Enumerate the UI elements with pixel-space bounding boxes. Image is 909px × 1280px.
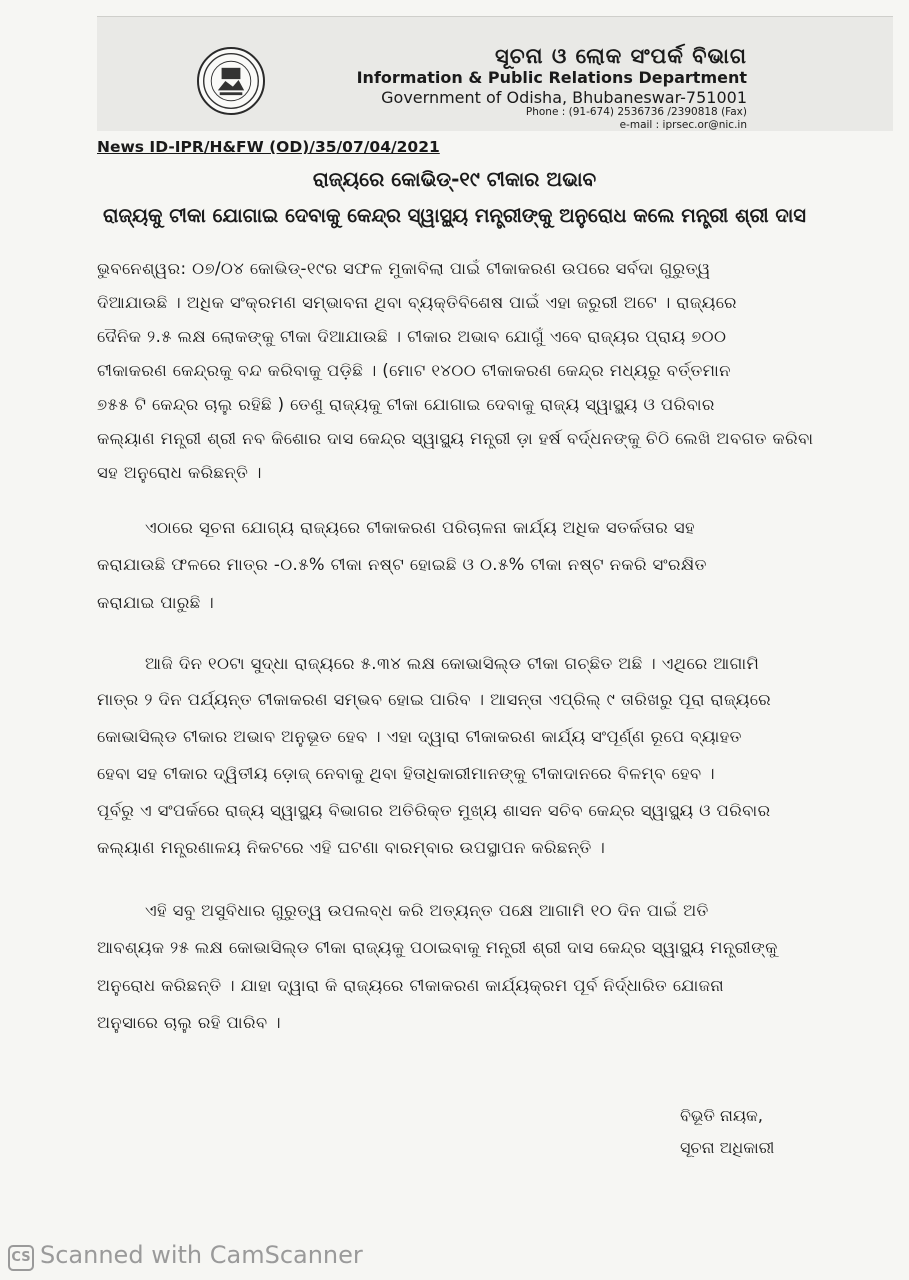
- odisha-emblem-icon: [197, 47, 265, 115]
- camscanner-watermark: [8, 1241, 363, 1271]
- camscanner-logo-icon: CS: [8, 1245, 34, 1271]
- paragraph-2-line: କରାଯାଇ ପାରୁଛି ।: [97, 593, 215, 612]
- subheadline: ରାଜ୍ୟକୁ ଟୀକା ଯୋଗାଇ ଦେବାକୁ କେନ୍ଦ୍ର ସ୍ୱାସ୍ଥ୍ୟ ମନ୍ତ୍ରୀଙ୍କୁ ଅନୁରୋଧ କଲେ ମନ୍ତ୍ରୀ ଶ୍ରୀ ଦାସ: [102, 204, 806, 227]
- signatory-designation: ସୂଚନା ଅଧିକାରୀ: [680, 1138, 775, 1157]
- paragraph-1-line: ଦିଆଯାଉଛି । ଅଧିକ ସଂକ୍ରମଣ ସମ୍ଭାବନା ଥିବା ବ୍ୟକ୍ତିବିଶେଷ ପାଇଁ ଏହା ଜରୁରୀ ଅଟେ । ରାଜ୍ୟରେ: [97, 293, 737, 312]
- department-name-odia: ସୂଚନା ଓ ଲୋକ ସଂପର୍କ ବିଭାଗ: [495, 44, 747, 68]
- paragraph-4-line: ଏହି ସବୁ ଅସୁବିଧାର ଗୁରୁତ୍ୱ ଉପଲବ୍ଧ କରି ଅତ୍ୟନ୍ତ ପକ୍ଷେ ଆଗାମି ୧୦ ଦିନ ପାଇଁ ଅତି: [145, 901, 709, 920]
- phone-number: Phone : (91-674) 2536736 /2390818 (Fax): [525, 106, 747, 118]
- email-address: e-mail : iprsec.or@nic.in: [619, 119, 747, 131]
- department-name-english: Information & Public Relations Department: [356, 68, 747, 87]
- paragraph-3-line: ଆଜି ଦିନ ୧୦ଟା ସୁଦ୍ଧା ରାଜ୍ୟରେ ୫.୩୪ ଲକ୍ଷ କୋଭାସିଲ୍ଡ ଟୀକା ଗଚ୍ଛିତ ଅଛି । ଏଥିରେ ଆଗାମି: [145, 654, 760, 673]
- paragraph-3-line: କଲ୍ୟାଣ ମନ୍ତ୍ରଣାଳୟ ନିକଟରେ ଏହି ଘଟଣା ବାରମ୍ବାର ଉପସ୍ଥାପନ କରିଛନ୍ତି ।: [97, 838, 606, 857]
- paragraph-2-line: କରାଯାଉଛି ଫଳରେ ମାତ୍ର -୦.୫% ଟୀକା ନଷ୍ଟ ହୋଇଛି ଓ ୦.୫% ଟୀକା ନଷ୍ଟ ନକରି ସଂରକ୍ଷିତ: [97, 555, 707, 574]
- paragraph-1-line: ୭୫୫ ଟି କେନ୍ଦ୍ର ଚାଲୁ ରହିଛି ) ତେଣୁ ରାଜ୍ୟକୁ ଟୀକା ଯୋଗାଇ ଦେବାକୁ ରାଜ୍ୟ ସ୍ୱାସ୍ଥ୍ୟ ଓ ପରିବାର: [97, 395, 715, 414]
- paragraph-4-line: ଅନୁସାରେ ଚାଲୁ ରହି ପାରିବ ।: [97, 1013, 281, 1032]
- paragraph-1-line: ଦୈନିକ ୨.୫ ଲକ୍ଷ ଲୋକଙ୍କୁ ଟୀକା ଦିଆଯାଉଛି । ଟୀକାର ଅଭାବ ଯୋଗୁଁ ଏବେ ରାଜ୍ୟର ପ୍ରାୟ ୭୦୦: [97, 327, 727, 346]
- paragraph-1-line: ସହ ଅନୁରୋଧ କରିଛନ୍ତି ।: [97, 463, 262, 482]
- paragraph-3-line: ମାତ୍ର ୨ ଦିନ ପର୍ଯ୍ୟନ୍ତ ଟୀକାକରଣ ସମ୍ଭବ ହୋଇ ପାରିବ । ଆସନ୍ତା ଏପ୍ରିଲ୍ ୯ ତାରିଖରୁ ପୂରା ରାଜ୍ୟରେ: [97, 690, 771, 709]
- paragraph-3-line: କୋଭାସିଲ୍ଡ ଟୀକାର ଅଭାବ ଅନୁଭୂତ ହେବ । ଏହା ଦ୍ୱାରା ଟୀକାକରଣ କାର୍ଯ୍ୟ ସଂପୂର୍ଣ୍ଣ ରୂପେ ବ୍ୟାହତ: [97, 727, 742, 746]
- paragraph-1-line: ଟୀକାକରଣ କେନ୍ଦ୍ରକୁ ବନ୍ଦ କରିବାକୁ ପଡ଼ିଛି । (ମୋଟ ୧୪୦୦ ଟୀକାକରଣ କେନ୍ଦ୍ର ମଧ୍ୟରୁ ବର୍ତ୍ତମାନ: [97, 361, 731, 380]
- government-address: Government of Odisha, Bhubaneswar-751001: [381, 88, 747, 107]
- paragraph-4-line: ଆବଶ୍ୟକ ୨୫ ଲକ୍ଷ କୋଭାସିଲ୍ଡ ଟୀକା ରାଜ୍ୟକୁ ପଠାଇବାକୁ ମନ୍ତ୍ରୀ ଶ୍ରୀ ଦାସ କେନ୍ଦ୍ର ସ୍ୱାସ୍ଥ୍ୟ ମନ୍ତ୍ରୀଙ୍କୁ: [97, 938, 778, 957]
- signatory-name: ବିଭୂତି ନାୟକ,: [680, 1106, 763, 1125]
- headline: ରାଜ୍ୟରେ କୋଭିଡ୍-୧୯ ଟୀକାର ଅଭାବ: [312, 167, 597, 191]
- paragraph-2-line: ଏଠାରେ ସୂଚନା ଯୋଗ୍ୟ ରାଜ୍ୟରେ ଟୀକାକରଣ ପରିଚାଳନା କାର୍ଯ୍ୟ ଅଧିକ ସତର୍କତାର ସହ: [145, 518, 695, 537]
- paragraph-1-line: ଭୁବନେଶ୍ୱର: ୦୭/୦୪ କୋଭିଡ୍-୧୯ର ସଫଳ ମୁକାବିଲା ପାଇଁ ଟୀକାକରଣ ଉପରେ ସର୍ବଦା ଗୁରୁତ୍ୱ: [97, 259, 711, 278]
- news-id: News ID-IPR/H&FW (OD)/35/07/04/2021: [97, 138, 440, 156]
- paragraph-3-line: ହେବା ସହ ଟୀକାର ଦ୍ୱିତୀୟ ଡ଼ୋଜ୍ ନେବାକୁ ଥିବା ହିତାଧିକାରୀମାନଙ୍କୁ ଟୀକାଦାନରେ ବିଳମ୍ବ ହେବ ।: [97, 764, 715, 783]
- paragraph-3-line: ପୂର୍ବରୁ ଏ ସଂପର୍କରେ ରାଜ୍ୟ ସ୍ୱାସ୍ଥ୍ୟ ବିଭାଗର ଅତିରିକ୍ତ ମୁଖ୍ୟ ଶାସନ ସଚିବ କେନ୍ଦ୍ର ସ୍ୱାସ୍ଥ୍ୟ ଓ ପରିବାର: [97, 801, 771, 820]
- paragraph-4-line: ଅନୁରୋଧ କରିଛନ୍ତି । ଯାହା ଦ୍ୱାରା କି ରାଜ୍ୟରେ ଟୀକାକରଣ କାର୍ଯ୍ୟକ୍ରମ ପୂର୍ବ ନିର୍ଦ୍ଧାରିତ ଯୋଜନା: [97, 976, 725, 995]
- watermark-text: Scanned with CamScanner: [40, 1241, 363, 1269]
- paragraph-1-line: କଲ୍ୟାଣ ମନ୍ତ୍ରୀ ଶ୍ରୀ ନବ କିଶୋର ଦାସ କେନ୍ଦ୍ର ସ୍ୱାସ୍ଥ୍ୟ ମନ୍ତ୍ରୀ ଡ଼ା ହର୍ଷ ବର୍ଦ୍ଧନଙ୍କୁ ଚିଠି ଲେଖି ଅବଗତ କରିବା: [97, 429, 813, 448]
